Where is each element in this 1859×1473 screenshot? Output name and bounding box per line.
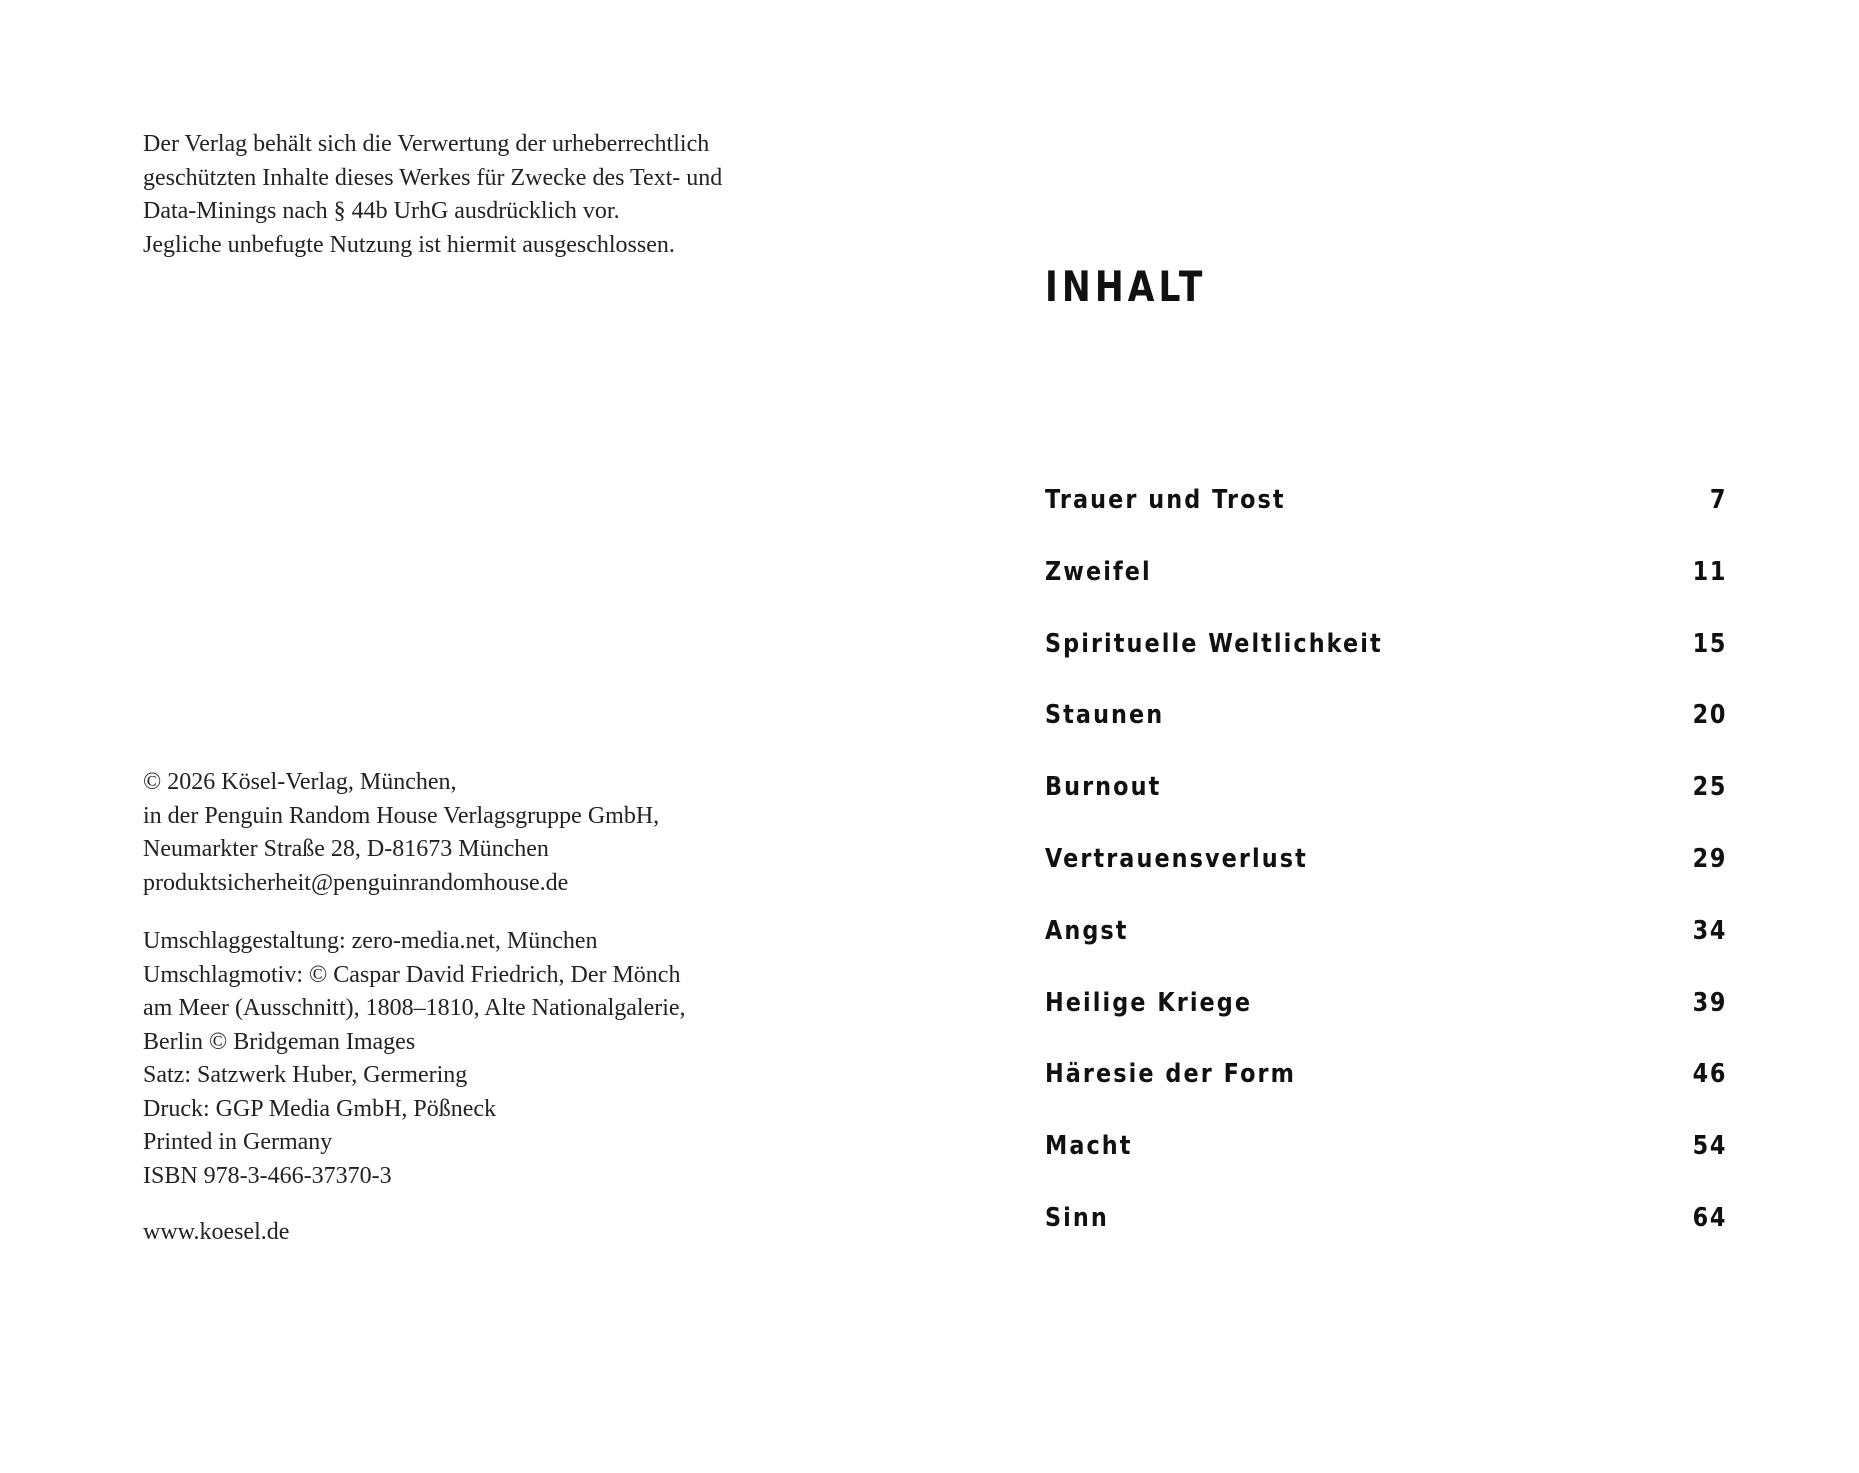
copyright-notice: [143, 128, 722, 262]
publisher-imprint: [143, 766, 659, 900]
toc-entry: [1045, 1059, 1727, 1131]
toc-entry-title: Vertrauensverlust: [1045, 843, 1308, 874]
toc-entry: [1045, 916, 1727, 988]
notice-line: Der Verlag behält sich die Verwertung der urheberrechtlich: [143, 131, 710, 157]
toc-entry-page: 15: [1692, 628, 1727, 659]
toc-entry-title: Sinn: [1045, 1202, 1109, 1233]
table-of-contents: [1045, 485, 1727, 1275]
notice-line: Jegliche unbefugte Nutzung ist hiermit ausgeschlossen.: [143, 231, 675, 258]
credit-line: Berlin © Bridgeman Images: [143, 1028, 416, 1055]
toc-entry-page: 54: [1692, 1131, 1727, 1162]
imprint-email: produktsicherheit@penguinrandomhouse.de: [143, 869, 569, 896]
toc-entry-page: 39: [1692, 987, 1727, 1018]
toc-entry: [1045, 1131, 1727, 1203]
toc-entry: [1045, 1203, 1727, 1275]
credit-line: Druck: GGP Media GmbH, Pößneck: [143, 1095, 497, 1122]
website-url: www.koesel.de: [143, 1219, 290, 1245]
toc-entry: [1045, 988, 1727, 1060]
toc-entry-title: Häresie der Form: [1045, 1059, 1296, 1090]
imprint-line: © 2026 Kösel-Verlag, München,: [143, 769, 457, 795]
toc-entry-page: 46: [1692, 1059, 1727, 1090]
toc-entry: [1045, 485, 1727, 557]
toc-entry-title: Angst: [1045, 915, 1129, 946]
notice-line: Data-Minings nach § 44b UrhG ausdrücklich vor.: [143, 198, 620, 224]
toc-entry-title: Burnout: [1045, 772, 1162, 803]
credit-line: am Meer (Ausschnitt), 1808–1810, Alte Nationalgalerie,: [143, 995, 686, 1021]
toc-entry-title: Zweifel: [1045, 556, 1152, 587]
imprint-line: Neumarkter Straße 28, D-81673 München: [143, 836, 549, 862]
toc-entry-page: 20: [1692, 700, 1727, 731]
credit-line: Satz: Satzwerk Huber, Germering: [143, 1062, 468, 1088]
toc-title: INHALT: [1045, 262, 1207, 311]
toc-entry-page: 64: [1692, 1202, 1727, 1233]
toc-entry: [1045, 557, 1727, 629]
toc-entry: [1045, 844, 1727, 916]
toc-entry: [1045, 629, 1727, 701]
toc-entry: [1045, 700, 1727, 772]
toc-entry-title: Spirituelle Weltlichkeit: [1045, 628, 1383, 659]
toc-entry-page: 34: [1692, 915, 1727, 946]
production-credits: [143, 925, 686, 1193]
credit-line: Printed in Germany: [143, 1129, 333, 1155]
toc-entry-title: Staunen: [1045, 700, 1165, 731]
publisher-website: [143, 1216, 289, 1250]
toc-entry-page: 29: [1692, 843, 1727, 874]
toc-entry-title: Heilige Kriege: [1045, 987, 1253, 1018]
toc-entry-page: 7: [1709, 485, 1727, 515]
toc-entry-title: Trauer und Trost: [1045, 485, 1286, 515]
toc-entry-title: Macht: [1045, 1131, 1133, 1162]
credit-line: Umschlaggestaltung: zero-media.net, München: [143, 928, 598, 954]
toc-entry-page: 25: [1692, 772, 1727, 803]
isbn: ISBN 978-3-466-37370-3: [143, 1162, 392, 1189]
toc-entry-page: 11: [1692, 556, 1727, 587]
credit-line: Umschlagmotiv: © Caspar David Friedrich, Der Mönch: [143, 961, 681, 988]
notice-line: geschützten Inhalte dieses Werkes für Zwecke des Text- und: [143, 164, 723, 191]
imprint-line: in der Penguin Random House Verlagsgruppe GmbH,: [143, 802, 660, 829]
toc-entry: [1045, 772, 1727, 844]
